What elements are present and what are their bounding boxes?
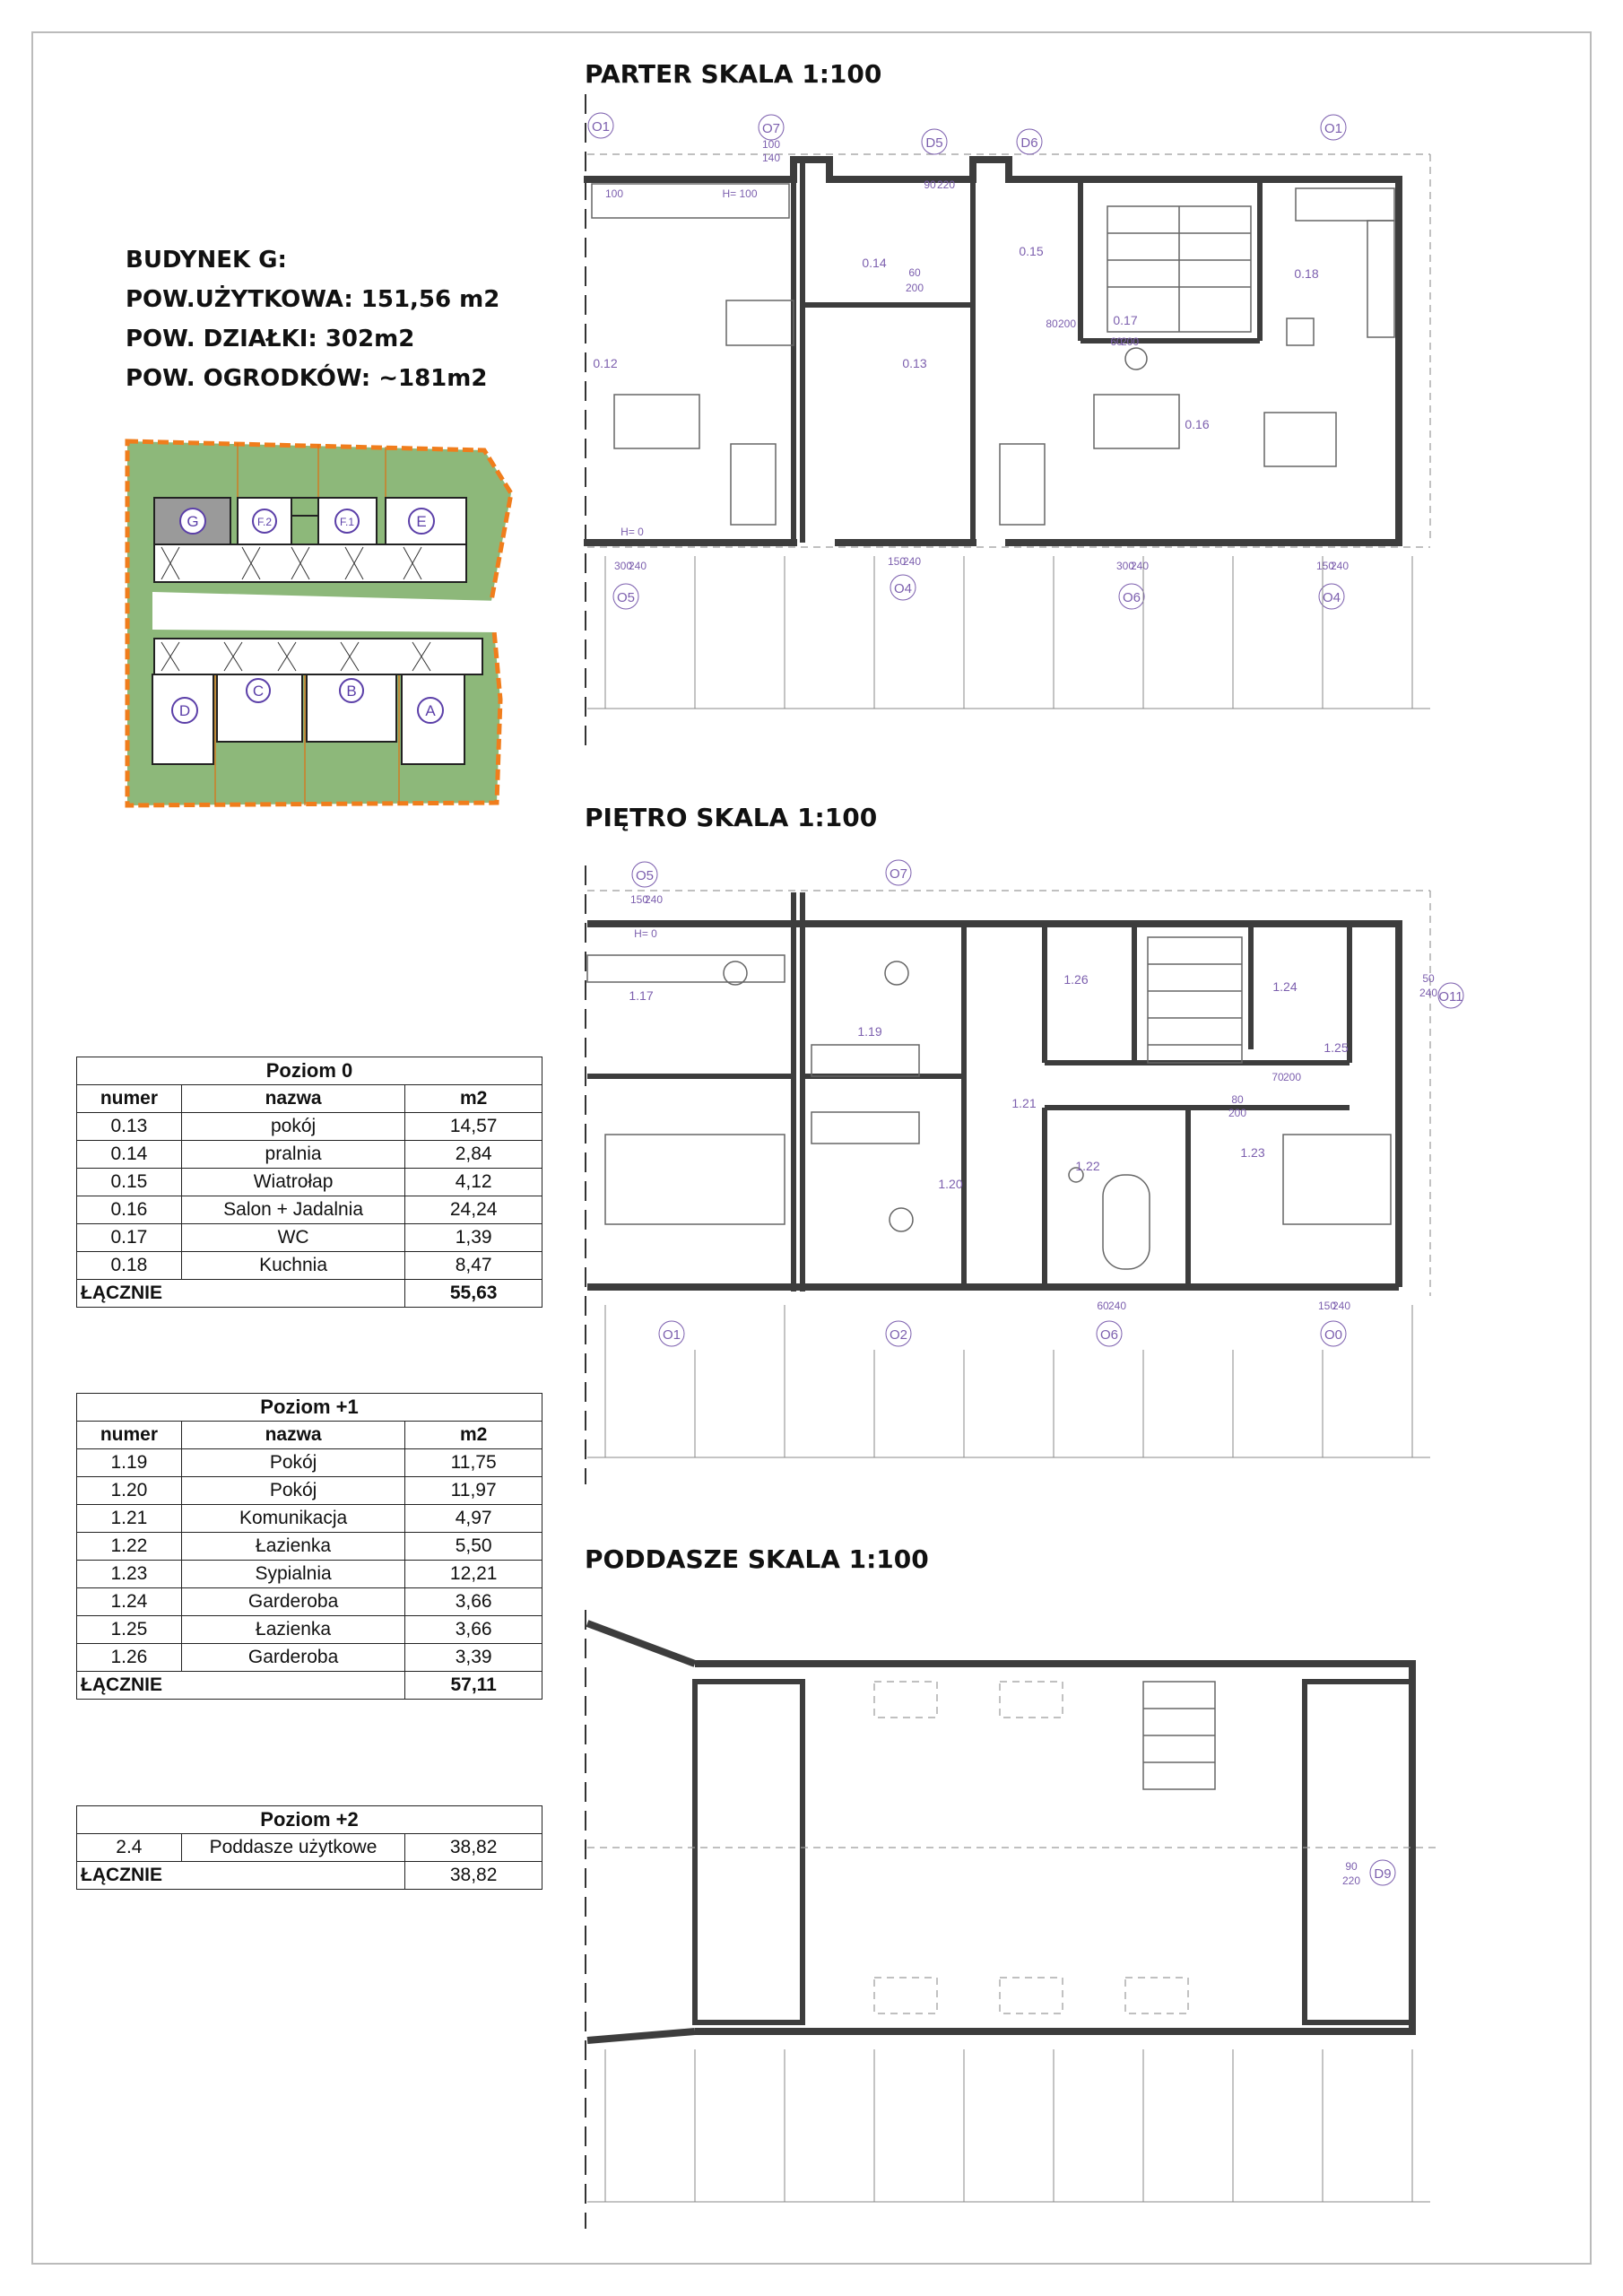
table-row <box>77 1141 542 1169</box>
room-name: Salon + Jadalnia <box>181 1196 404 1224</box>
room-number: 1.25 <box>77 1616 182 1644</box>
room-area: 5,50 <box>405 1533 542 1561</box>
room-number: 1.26 <box>1063 972 1089 987</box>
room-number: 1.23 <box>1240 1145 1265 1160</box>
table-row <box>77 1834 542 1862</box>
room-area: 2,84 <box>405 1141 542 1169</box>
site-plan <box>117 430 529 816</box>
room-name: Garderoba <box>181 1588 405 1616</box>
window-tag: O4 <box>1322 590 1341 605</box>
room-number: 1.24 <box>1272 979 1298 994</box>
total-value: 38,82 <box>405 1862 542 1890</box>
table-row <box>77 1252 542 1280</box>
col-header: m2 <box>405 1422 542 1449</box>
room-number: 1.25 <box>1324 1040 1349 1055</box>
window-tag: O1 <box>662 1327 681 1343</box>
room-number: 0.17 <box>1113 313 1138 327</box>
table-row <box>77 1169 542 1196</box>
usable-area: POW.UŻYTKOWA: 151,56 m2 <box>126 286 500 313</box>
room-name: pralnia <box>181 1141 404 1169</box>
room-area: 3,39 <box>405 1644 542 1672</box>
dim: 60 <box>908 266 921 279</box>
room-area: 24,24 <box>405 1196 542 1224</box>
room-number: 0.18 <box>77 1252 182 1280</box>
room-name: Łazienka <box>181 1616 405 1644</box>
room-number: 0.16 <box>77 1196 182 1224</box>
room-table-level-1 <box>76 1393 542 1700</box>
room-number: 1.19 <box>77 1449 182 1477</box>
col-header: m2 <box>405 1085 542 1113</box>
table-row <box>77 1477 542 1505</box>
dim: H= 0 <box>634 927 657 940</box>
window-tag: O1 <box>591 119 611 135</box>
total-value: 55,63 <box>405 1280 542 1308</box>
door-tag: D9 <box>1374 1866 1392 1882</box>
room-area: 3,66 <box>405 1588 542 1616</box>
site-label: A <box>425 702 436 719</box>
room-number: 0.17 <box>77 1224 182 1252</box>
dim: 240 <box>902 555 922 568</box>
room-number: 1.21 <box>1011 1096 1037 1110</box>
room-name: pokój <box>181 1113 404 1141</box>
room-area: 8,47 <box>405 1252 542 1280</box>
table-row <box>77 1196 542 1224</box>
window-tag: O6 <box>1122 590 1141 605</box>
room-area: 4,97 <box>405 1505 542 1533</box>
room-number: 1.26 <box>77 1644 182 1672</box>
room-table-level-2 <box>76 1805 542 1890</box>
room-number: 0.13 <box>902 356 927 370</box>
table-row <box>77 1224 542 1252</box>
window-tag: O4 <box>893 581 913 596</box>
room-area: 12,21 <box>405 1561 542 1588</box>
dim: 100 <box>604 187 624 200</box>
room-name: Kuchnia <box>181 1252 404 1280</box>
site-label: B <box>346 683 357 700</box>
attic-plan-title: PODDASZE SKALA 1:100 <box>585 1544 929 1574</box>
door-tag: D6 <box>1020 135 1038 151</box>
building-name: BUDYNEK G: <box>126 247 287 274</box>
dim: 200 <box>1120 335 1140 348</box>
total-row <box>77 1672 542 1700</box>
table-row <box>77 1505 542 1533</box>
window-tag: O11 <box>1438 989 1463 1004</box>
dim: 150 <box>629 893 649 906</box>
window-tag: O6 <box>1099 1327 1119 1343</box>
room-name: Sypialnia <box>181 1561 405 1588</box>
room-number: 2.4 <box>77 1834 182 1862</box>
room-number: 0.14 <box>77 1141 182 1169</box>
dim: 200 <box>1228 1107 1247 1119</box>
room-name: Pokój <box>181 1477 405 1505</box>
table-row <box>77 1449 542 1477</box>
plot-area: POW. DZIAŁKI: 302m2 <box>126 326 415 352</box>
total-row <box>77 1280 542 1308</box>
total-row <box>77 1862 542 1890</box>
site-label: D <box>178 702 191 719</box>
table-row <box>77 1113 542 1141</box>
total-label: ŁĄCZNIE <box>77 1672 405 1700</box>
total-value: 57,11 <box>405 1672 542 1700</box>
window-tag: O7 <box>761 121 781 136</box>
site-label: F.2 <box>256 516 273 528</box>
room-number: 0.15 <box>1019 244 1044 258</box>
dim: 80 <box>1231 1093 1244 1106</box>
dim: 70 <box>1271 1071 1284 1083</box>
first-plan-title: PIĘTRO SKALA 1:100 <box>585 803 878 832</box>
dim: 150 <box>887 555 907 568</box>
ground-plan-title: PARTER SKALA 1:100 <box>585 59 882 89</box>
room-area: 3,66 <box>405 1616 542 1644</box>
room-number: 0.16 <box>1185 417 1210 431</box>
room-number: 0.15 <box>77 1169 182 1196</box>
room-number: 0.13 <box>77 1113 182 1141</box>
dim: 100 <box>761 138 781 151</box>
door-tag: D5 <box>925 135 943 151</box>
dim: 240 <box>644 893 664 906</box>
dim: 60 <box>1110 335 1123 348</box>
room-number: 1.21 <box>77 1505 182 1533</box>
dim: 90 <box>924 178 936 191</box>
table-row <box>77 1561 542 1588</box>
room-number: 1.22 <box>77 1533 182 1561</box>
dim: 240 <box>1130 560 1150 572</box>
window-tag: O1 <box>1324 121 1343 136</box>
col-header: numer <box>77 1422 182 1449</box>
room-table-level-0 <box>76 1057 542 1308</box>
table-row <box>77 1644 542 1672</box>
room-area: 1,39 <box>405 1224 542 1252</box>
window-tag: O5 <box>635 868 655 883</box>
dim: 90 <box>1345 1860 1358 1873</box>
first-floor-plan <box>578 839 1475 1493</box>
room-name: Pokój <box>181 1449 405 1477</box>
table-caption: Poziom +1 <box>77 1394 542 1422</box>
dim: 220 <box>1341 1874 1361 1887</box>
dim: 60 <box>1097 1300 1109 1312</box>
room-area: 11,97 <box>405 1477 542 1505</box>
dim: 200 <box>1057 317 1077 330</box>
table-caption: Poziom +2 <box>77 1806 542 1834</box>
site-label: C <box>252 683 265 700</box>
garden-area: POW. OGRODKÓW: ~181m2 <box>126 365 488 392</box>
dim: 240 <box>1332 1300 1351 1312</box>
room-number: 0.18 <box>1294 266 1319 281</box>
attic-plan <box>578 1583 1475 2265</box>
dim: 220 <box>936 178 956 191</box>
dim: 200 <box>1282 1071 1302 1083</box>
col-header: nazwa <box>181 1085 404 1113</box>
room-name: Komunikacja <box>181 1505 405 1533</box>
dim: 240 <box>628 560 647 572</box>
room-number: 1.23 <box>77 1561 182 1588</box>
room-area: 4,12 <box>405 1169 542 1196</box>
site-label: F.1 <box>339 516 355 528</box>
dim: 50 <box>1422 972 1435 985</box>
window-tag: O0 <box>1324 1327 1343 1343</box>
room-number: 0.14 <box>862 256 887 270</box>
room-area: 11,75 <box>405 1449 542 1477</box>
room-name: Wiatrołap <box>181 1169 404 1196</box>
total-label: ŁĄCZNIE <box>77 1280 405 1308</box>
room-name: Garderoba <box>181 1644 405 1672</box>
table-row <box>77 1588 542 1616</box>
room-area: 38,82 <box>405 1834 542 1862</box>
dim: 300 <box>613 560 633 572</box>
window-tag: O7 <box>889 866 908 882</box>
room-number: 1.20 <box>77 1477 182 1505</box>
dim: 240 <box>1330 560 1350 572</box>
dim: H= 100 <box>722 187 758 200</box>
room-number: 0.12 <box>593 356 618 370</box>
window-tag: O5 <box>616 590 636 605</box>
room-number: 1.24 <box>77 1588 182 1616</box>
room-name: Poddasze użytkowe <box>181 1834 405 1862</box>
room-number: 1.20 <box>938 1177 963 1191</box>
dim: 80 <box>1046 317 1058 330</box>
total-label: ŁĄCZNIE <box>77 1862 405 1890</box>
table-caption: Poziom 0 <box>77 1057 542 1085</box>
dim: 240 <box>1107 1300 1127 1312</box>
dim: 150 <box>1317 1300 1337 1312</box>
table-row <box>77 1533 542 1561</box>
table-row <box>77 1616 542 1644</box>
dim: 240 <box>1419 987 1438 999</box>
dim: 140 <box>761 152 781 164</box>
room-name: WC <box>181 1224 404 1252</box>
room-number: 1.17 <box>629 988 654 1003</box>
room-name: Łazienka <box>181 1533 405 1561</box>
ground-floor-plan <box>578 90 1475 771</box>
dim: 300 <box>1115 560 1135 572</box>
room-number: 1.22 <box>1075 1159 1100 1173</box>
dim: 200 <box>905 282 924 294</box>
site-label: G <box>187 513 199 530</box>
dim: H= 0 <box>621 526 644 538</box>
room-number: 1.19 <box>857 1024 882 1039</box>
col-header: nazwa <box>181 1422 405 1449</box>
room-area: 14,57 <box>405 1113 542 1141</box>
dim: 150 <box>1315 560 1335 572</box>
window-tag: O2 <box>889 1327 908 1343</box>
col-header: numer <box>77 1085 182 1113</box>
site-label: E <box>416 513 427 530</box>
building-info <box>126 240 499 398</box>
